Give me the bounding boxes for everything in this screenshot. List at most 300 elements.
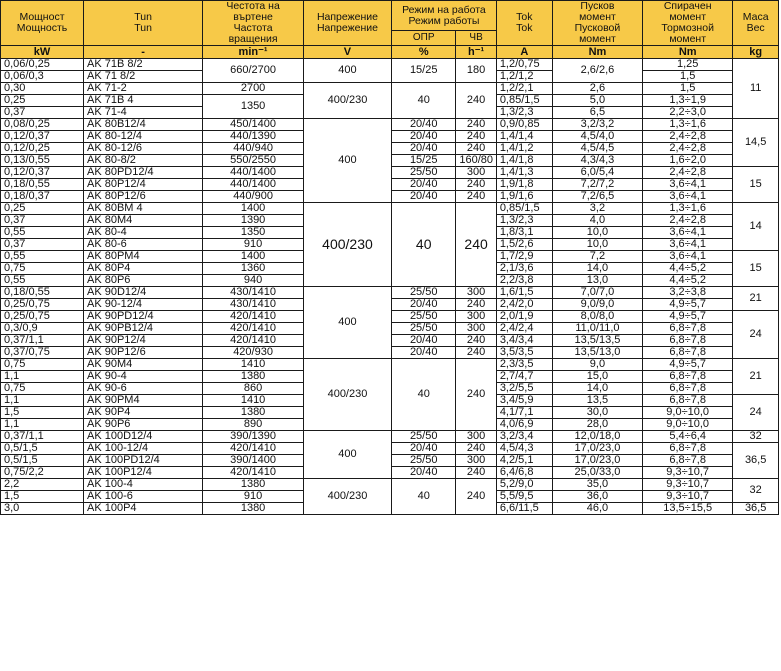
cell-type: AK 100-12/4: [83, 443, 202, 455]
cell-brake: 6,8÷7,8: [643, 371, 733, 383]
cell-speed: 420/930: [203, 347, 304, 359]
cell-brake: 1,5: [643, 71, 733, 83]
cell-power: 0,37: [1, 215, 84, 227]
cell-type: AK 90P12/4: [83, 335, 202, 347]
cell-start: 17,0/23,0: [552, 455, 642, 467]
cell-current: 2,4/2,0: [496, 299, 552, 311]
cell-speed: 1380: [203, 371, 304, 383]
cell-current: 1,8/3,1: [496, 227, 552, 239]
cell-start: 17,0/23,0: [552, 443, 642, 455]
cell-mode1: 20/40: [392, 299, 456, 311]
cell-mass-merged: 21: [733, 359, 779, 395]
cell-type: AK 90PM4: [83, 395, 202, 407]
cell-speed: 1350: [203, 227, 304, 239]
cell-power: 0,5/1,5: [1, 455, 84, 467]
cell-brake: 2,4÷2,8: [643, 143, 733, 155]
cell-voltage-merged: 400/230: [303, 83, 391, 119]
cell-mode2: 240: [456, 143, 496, 155]
cell-power: 0,08/0,25: [1, 119, 84, 131]
cell-mass-merged: 21: [733, 287, 779, 311]
table-row: [1, 359, 779, 371]
cell-type: AK 71-4: [83, 107, 202, 119]
cell-brake: 6,8÷7,8: [643, 443, 733, 455]
cell-brake: 3,6÷4,1: [643, 227, 733, 239]
cell-power: 0,55: [1, 275, 84, 287]
cell-power: 1,1: [1, 395, 84, 407]
cell-start: 14,0: [552, 383, 642, 395]
cell-mass-merged: 32: [733, 431, 779, 443]
cell-speed: 1360: [203, 263, 304, 275]
cell-start: 12,0/18,0: [552, 431, 642, 443]
cell-current: 1,3/2,3: [496, 107, 552, 119]
cell-type: AK 80PM4: [83, 251, 202, 263]
cell-type: AK 80-4: [83, 227, 202, 239]
cell-brake: 3,6÷4,1: [643, 251, 733, 263]
cell-start: 30,0: [552, 407, 642, 419]
cell-mode1-merged: 15/25: [392, 59, 456, 83]
header-speed: Честота на въртене Частота вращения: [203, 1, 304, 46]
cell-current: 4,2/5,1: [496, 455, 552, 467]
cell-mode1: 20/40: [392, 347, 456, 359]
cell-speed: 890: [203, 419, 304, 431]
cell-type: AK 80M4: [83, 215, 202, 227]
cell-speed: 390/1400: [203, 455, 304, 467]
cell-start-merged: 2,6/2,6: [552, 59, 642, 83]
table-row: [1, 119, 779, 131]
cell-mode2: 240: [456, 131, 496, 143]
cell-mode2: 300: [456, 431, 496, 443]
header-start-torque: Пусков момент Пусковой момент: [552, 1, 642, 46]
cell-brake: 3,6÷4,1: [643, 179, 733, 191]
header-type: Tun Tun: [83, 1, 202, 46]
cell-start: 4,5/4,0: [552, 131, 642, 143]
cell-power: 1,1: [1, 371, 84, 383]
cell-type: AK 90-4: [83, 371, 202, 383]
cell-start: 6,5: [552, 107, 642, 119]
cell-start: 36,0: [552, 491, 642, 503]
cell-current: 4,0/6,9: [496, 419, 552, 431]
cell-mode2-merged: 240: [456, 359, 496, 431]
cell-speed: 1410: [203, 395, 304, 407]
cell-type: AK 100D12/4: [83, 431, 202, 443]
cell-mode1: 20/40: [392, 179, 456, 191]
cell-speed: 430/1410: [203, 287, 304, 299]
table-row: [1, 479, 779, 491]
cell-start: 25,0/33,0: [552, 467, 642, 479]
cell-start: 10,0: [552, 227, 642, 239]
header-mode-opr: ОПР: [392, 31, 456, 46]
cell-type: AK 80-12/6: [83, 143, 202, 155]
cell-type: AK 100P4: [83, 503, 202, 515]
cell-start: 7,0/7,0: [552, 287, 642, 299]
cell-mode2: 300: [456, 311, 496, 323]
cell-mode1-merged: 40: [392, 479, 456, 515]
cell-speed: 440/900: [203, 191, 304, 203]
cell-brake: 2,4÷2,8: [643, 167, 733, 179]
cell-power: 0,12/0,25: [1, 143, 84, 155]
cell-power: 0,13/0,55: [1, 155, 84, 167]
cell-mode1: 25/50: [392, 431, 456, 443]
cell-type: AK 100PD12/4: [83, 455, 202, 467]
cell-current: 4,5/4,3: [496, 443, 552, 455]
unit-power: kW: [1, 46, 84, 59]
cell-start: 46,0: [552, 503, 642, 515]
cell-power: 0,75: [1, 359, 84, 371]
cell-mode2: 240: [456, 347, 496, 359]
cell-mode2: 240: [456, 443, 496, 455]
cell-brake: 9,3÷10,7: [643, 467, 733, 479]
cell-current: 1,6/1,5: [496, 287, 552, 299]
cell-speed: 910: [203, 491, 304, 503]
table-row: [1, 59, 779, 71]
cell-brake: 4,4÷5,2: [643, 263, 733, 275]
cell-brake: 1,3÷1,9: [643, 95, 733, 107]
cell-start: 3,2: [552, 203, 642, 215]
cell-speed: 440/940: [203, 143, 304, 155]
cell-power: 0,5/1,5: [1, 443, 84, 455]
cell-mode2-merged: 240: [456, 83, 496, 119]
cell-mode1: 25/50: [392, 167, 456, 179]
cell-current: 2,0/1,9: [496, 311, 552, 323]
cell-power: 3,0: [1, 503, 84, 515]
header-mass: Маса Вес: [733, 1, 779, 46]
cell-brake: 1,25: [643, 59, 733, 71]
cell-mode2: 300: [456, 455, 496, 467]
cell-speed: 2700: [203, 83, 304, 95]
cell-mode1: 20/40: [392, 467, 456, 479]
cell-current: 1,2/1,2: [496, 71, 552, 83]
cell-brake: 2,2÷3,0: [643, 107, 733, 119]
unit-voltage: V: [303, 46, 391, 59]
cell-speed: 420/1410: [203, 443, 304, 455]
cell-type: AK 80P4: [83, 263, 202, 275]
cell-current: 3,4/3,4: [496, 335, 552, 347]
cell-type: AK 80PD12/4: [83, 167, 202, 179]
cell-speed: 1380: [203, 407, 304, 419]
cell-type: AK 80-12/4: [83, 131, 202, 143]
cell-speed: 390/1390: [203, 431, 304, 443]
cell-power: 1,5: [1, 407, 84, 419]
cell-power: 2,2: [1, 479, 84, 491]
cell-mass-merged: 14,5: [733, 119, 779, 167]
cell-mass-merged: 24: [733, 395, 779, 431]
cell-power: 0,75/2,2: [1, 467, 84, 479]
cell-mode1: 25/50: [392, 311, 456, 323]
cell-voltage-merged: 400: [303, 287, 391, 359]
cell-type: AK 90-6: [83, 383, 202, 395]
cell-mode2: 240: [456, 299, 496, 311]
cell-power: 0,37/0,75: [1, 347, 84, 359]
cell-start: 14,0: [552, 263, 642, 275]
cell-mode2-merged: 240: [456, 203, 496, 287]
cell-power: 0,06/0,25: [1, 59, 84, 71]
cell-mode2: 240: [456, 119, 496, 131]
cell-current: 1,3/2,3: [496, 215, 552, 227]
cell-type: AK 71B 8/2: [83, 59, 202, 71]
cell-current: 0,85/1,5: [496, 95, 552, 107]
cell-current: 2,4/2,4: [496, 323, 552, 335]
cell-start: 4,0: [552, 215, 642, 227]
cell-current: 2,3/3,5: [496, 359, 552, 371]
cell-brake: 3,6÷4,1: [643, 239, 733, 251]
cell-mode2: 300: [456, 167, 496, 179]
cell-start: 15,0: [552, 371, 642, 383]
cell-speed: 1400: [203, 203, 304, 215]
cell-brake: 6,8÷7,8: [643, 395, 733, 407]
header-mode-chv: ЧВ: [456, 31, 496, 46]
cell-power: 0,25/0,75: [1, 299, 84, 311]
unit-mode-opr: %: [392, 46, 456, 59]
cell-power: 0,18/0,55: [1, 287, 84, 299]
cell-speed: 420/1410: [203, 311, 304, 323]
cell-current: 2,7/4,7: [496, 371, 552, 383]
cell-brake: 3,6÷4,1: [643, 191, 733, 203]
cell-speed: 450/1400: [203, 119, 304, 131]
cell-voltage-merged: 400: [303, 59, 391, 83]
cell-brake: 6,8÷7,8: [643, 383, 733, 395]
cell-current: 2,2/3,8: [496, 275, 552, 287]
cell-brake: 1,5: [643, 83, 733, 95]
cell-speed: 420/1410: [203, 335, 304, 347]
cell-start: 8,0/8,0: [552, 311, 642, 323]
cell-power: 0,25/0,75: [1, 311, 84, 323]
cell-mode1: 20/40: [392, 191, 456, 203]
cell-current: 3,4/5,9: [496, 395, 552, 407]
cell-current: 1,4/1,3: [496, 167, 552, 179]
cell-type: AK 90M4: [83, 359, 202, 371]
cell-current: 1,9/1,8: [496, 179, 552, 191]
cell-speed: 860: [203, 383, 304, 395]
cell-power: 0,37/1,1: [1, 431, 84, 443]
cell-type: AK 90-12/4: [83, 299, 202, 311]
cell-start: 11,0/11,0: [552, 323, 642, 335]
cell-type: AK 100-6: [83, 491, 202, 503]
cell-speed: 1410: [203, 359, 304, 371]
cell-start: 4,5/4,5: [552, 143, 642, 155]
cell-start: 9,0/9,0: [552, 299, 642, 311]
cell-mode2: 160/80: [456, 155, 496, 167]
cell-power: 0,18/0,37: [1, 191, 84, 203]
cell-brake: 1,3÷1,6: [643, 203, 733, 215]
cell-speed: 940: [203, 275, 304, 287]
cell-brake: 6,8÷7,8: [643, 347, 733, 359]
unit-mode-chv: h⁻¹: [456, 46, 496, 59]
cell-power: 0,12/0,37: [1, 131, 84, 143]
cell-mode2-merged: 240: [456, 479, 496, 515]
cell-current: 2,1/3,6: [496, 263, 552, 275]
cell-mode2: 240: [456, 179, 496, 191]
unit-mass: kg: [733, 46, 779, 59]
cell-start: 10,0: [552, 239, 642, 251]
cell-brake: 4,9÷5,7: [643, 311, 733, 323]
cell-mode1: 20/40: [392, 119, 456, 131]
cell-brake: 2,4÷2,8: [643, 215, 733, 227]
cell-power: 1,5: [1, 491, 84, 503]
cell-start: 6,0/5,4: [552, 167, 642, 179]
cell-type: AK 80P12/4: [83, 179, 202, 191]
cell-type: AK 71 8/2: [83, 71, 202, 83]
cell-start: 7,2: [552, 251, 642, 263]
cell-speed: 440/1390: [203, 131, 304, 143]
header-mode: Режим на работа Режим работы: [392, 1, 497, 31]
header-current: Tok Tok: [496, 1, 552, 46]
cell-type: AK 90P12/6: [83, 347, 202, 359]
cell-current: 6,4/6,8: [496, 467, 552, 479]
cell-power: 0,37/1,1: [1, 335, 84, 347]
cell-current: 3,5/3,5: [496, 347, 552, 359]
cell-type: AK 71-2: [83, 83, 202, 95]
cell-speed: 420/1410: [203, 467, 304, 479]
cell-start: 9,0: [552, 359, 642, 371]
cell-brake: 3,2÷3,8: [643, 287, 733, 299]
cell-power: 0,30: [1, 83, 84, 95]
cell-power: 0,06/0,3: [1, 71, 84, 83]
cell-power: 0,55: [1, 251, 84, 263]
cell-mass-merged: 32: [733, 479, 779, 503]
cell-start: 4,3/4,3: [552, 155, 642, 167]
cell-power: 1,1: [1, 419, 84, 431]
cell-current: 6,6/11,5: [496, 503, 552, 515]
cell-brake: 9,3÷10,7: [643, 491, 733, 503]
cell-type: AK 90PD12/4: [83, 311, 202, 323]
header-power: Мощност Мощность: [1, 1, 84, 46]
cell-speed: 430/1410: [203, 299, 304, 311]
cell-current: 1,4/1,2: [496, 143, 552, 155]
cell-start: 13,5/13,5: [552, 335, 642, 347]
cell-power: 0,75: [1, 263, 84, 275]
cell-type: AK 100-4: [83, 479, 202, 491]
cell-mode2: 300: [456, 323, 496, 335]
unit-speed: min⁻¹: [203, 46, 304, 59]
cell-current: 0,85/1,5: [496, 203, 552, 215]
cell-mode1: 25/50: [392, 455, 456, 467]
cell-mode1: 25/50: [392, 287, 456, 299]
cell-brake: 4,9÷5,7: [643, 359, 733, 371]
cell-mode2: 240: [456, 335, 496, 347]
cell-mode1-merged: 40: [392, 83, 456, 119]
cell-speed: 420/1410: [203, 323, 304, 335]
unit-brake-torque: Nm: [643, 46, 733, 59]
cell-start: 5,0: [552, 95, 642, 107]
cell-type: AK 80P6: [83, 275, 202, 287]
cell-start: 3,2/3,2: [552, 119, 642, 131]
cell-mass-merged: 24: [733, 311, 779, 359]
cell-start: 28,0: [552, 419, 642, 431]
cell-current: 3,2/3,4: [496, 431, 552, 443]
cell-current: 1,4/1,8: [496, 155, 552, 167]
table-row: [1, 431, 779, 443]
cell-speed: 550/2550: [203, 155, 304, 167]
header-brake-torque: Спирачен момент Тормозной момент: [643, 1, 733, 46]
cell-brake: 6,8÷7,8: [643, 323, 733, 335]
cell-mode2: 300: [456, 287, 496, 299]
unit-current: A: [496, 46, 552, 59]
cell-brake: 9,0÷10,0: [643, 407, 733, 419]
cell-current: 5,5/9,5: [496, 491, 552, 503]
cell-mode2-merged: 180: [456, 59, 496, 83]
table-row: [1, 203, 779, 215]
cell-mode1: 20/40: [392, 143, 456, 155]
cell-mass-merged: 15: [733, 251, 779, 287]
table-row: [1, 287, 779, 299]
cell-type: AK 90PB12/4: [83, 323, 202, 335]
cell-power: 0,55: [1, 227, 84, 239]
cell-current: 3,2/5,5: [496, 383, 552, 395]
cell-mode1: 20/40: [392, 131, 456, 143]
cell-brake: 6,8÷7,8: [643, 335, 733, 347]
cell-speed: 440/1400: [203, 167, 304, 179]
header-voltage: Напрежение Напрежение: [303, 1, 391, 46]
cell-speed: 910: [203, 239, 304, 251]
cell-voltage-merged: 400: [303, 431, 391, 479]
cell-current: 0,9/0,85: [496, 119, 552, 131]
cell-current: 1,7/2,9: [496, 251, 552, 263]
unit-type: -: [83, 46, 202, 59]
cell-speed: 1390: [203, 215, 304, 227]
cell-brake: 9,0÷10,0: [643, 419, 733, 431]
cell-mode1: 15/25: [392, 155, 456, 167]
cell-voltage-merged: 400: [303, 119, 391, 203]
cell-mode2: 240: [456, 467, 496, 479]
table-row: [1, 83, 779, 95]
cell-brake: 9,3÷10,7: [643, 479, 733, 491]
cell-speed-merged: 660/2700: [203, 59, 304, 83]
cell-power: 0,18/0,55: [1, 179, 84, 191]
cell-current: 4,1/7,1: [496, 407, 552, 419]
cell-speed: 1380: [203, 503, 304, 515]
cell-start: 13,0: [552, 275, 642, 287]
cell-mode1: 25/50: [392, 323, 456, 335]
cell-power: 0,25: [1, 95, 84, 107]
cell-brake: 4,9÷5,7: [643, 299, 733, 311]
cell-current: 1,4/1,4: [496, 131, 552, 143]
cell-type: AK 90P6: [83, 419, 202, 431]
table-body: [1, 59, 779, 515]
cell-power: 0,25: [1, 203, 84, 215]
cell-start: 13,5/13,0: [552, 347, 642, 359]
cell-power: 0,37: [1, 239, 84, 251]
cell-start: 7,2/6,5: [552, 191, 642, 203]
cell-speed: 1400: [203, 251, 304, 263]
cell-mode1-merged: 40: [392, 359, 456, 431]
cell-speed: 1380: [203, 479, 304, 491]
cell-mass-merged: 36,5: [733, 503, 779, 515]
cell-type: AK 100P12/4: [83, 467, 202, 479]
cell-brake: 5,4÷6,4: [643, 431, 733, 443]
cell-brake: 4,4÷5,2: [643, 275, 733, 287]
cell-current: 1,9/1,6: [496, 191, 552, 203]
cell-current: 5,2/9,0: [496, 479, 552, 491]
cell-type: AK 90P4: [83, 407, 202, 419]
cell-power: 0,3/0,9: [1, 323, 84, 335]
cell-type: AK 80P12/6: [83, 191, 202, 203]
cell-brake: 13,5÷15,5: [643, 503, 733, 515]
cell-power: 0,75: [1, 383, 84, 395]
cell-start: 13,5: [552, 395, 642, 407]
cell-type: AK 80-6: [83, 239, 202, 251]
cell-type: AK 80B12/4: [83, 119, 202, 131]
cell-start: 2,6: [552, 83, 642, 95]
cell-mass-merged: 14: [733, 203, 779, 251]
cell-mode1-merged: 40: [392, 203, 456, 287]
cell-start: 7,2/7,2: [552, 179, 642, 191]
cell-voltage-merged: 400/230: [303, 203, 391, 287]
cell-mass-merged: 15: [733, 167, 779, 203]
cell-mass-merged: 36,5: [733, 443, 779, 479]
cell-current: 1,5/2,6: [496, 239, 552, 251]
cell-current: 1,2/0,75: [496, 59, 552, 71]
cell-brake: 6,8÷7,8: [643, 455, 733, 467]
